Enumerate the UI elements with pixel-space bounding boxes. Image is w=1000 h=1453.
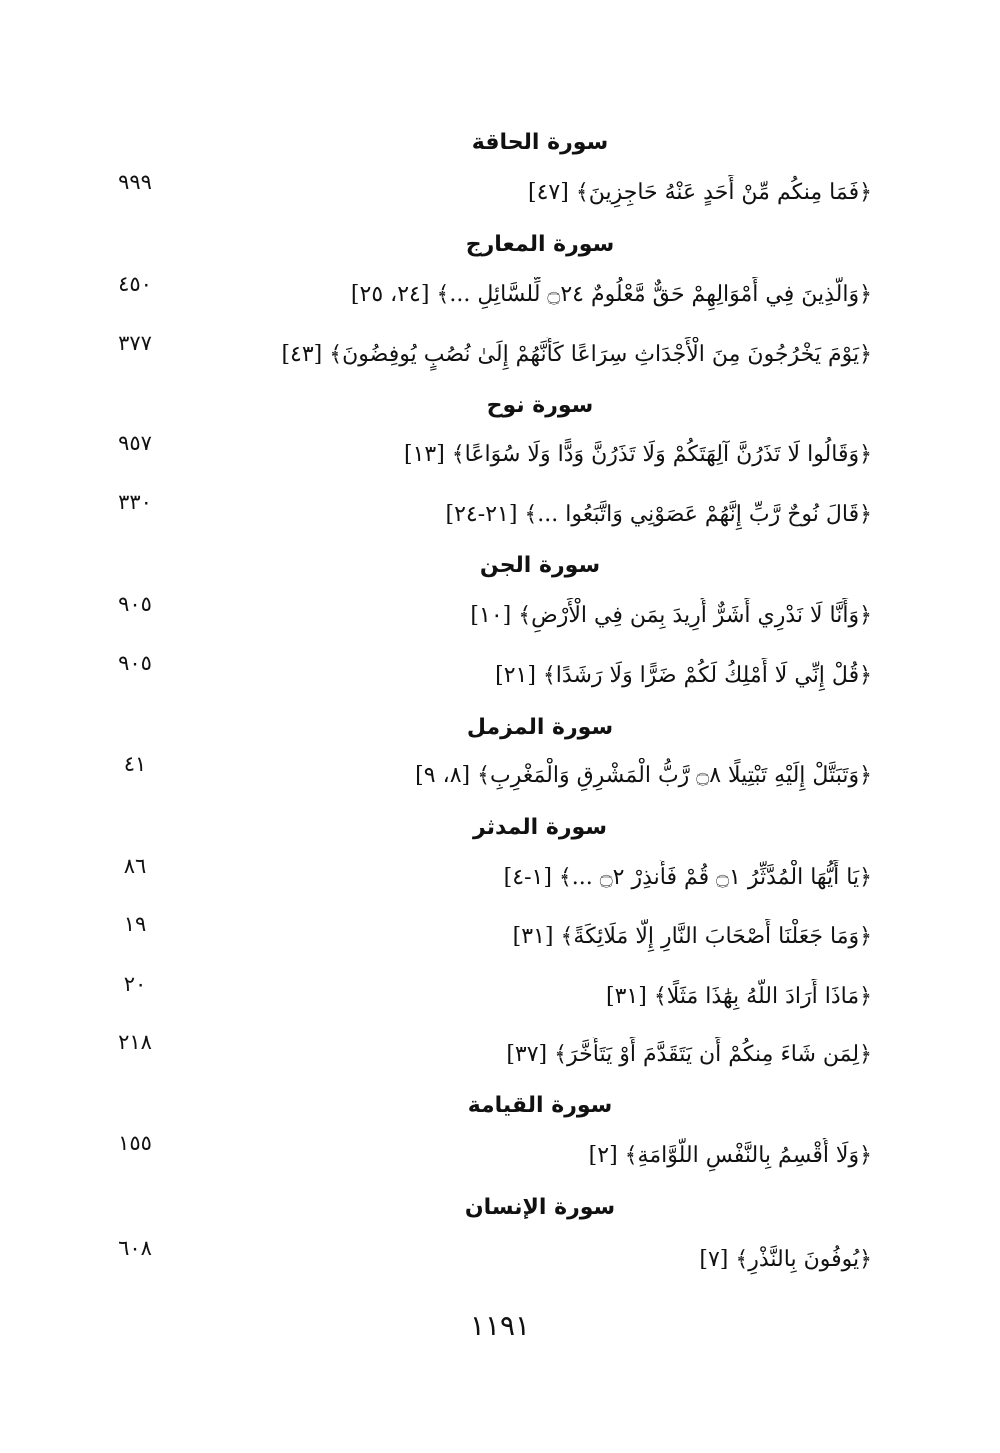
page-reference: ٣٧٧ [118, 331, 152, 355]
verse-entry: ﴿وَلَا أُقْسِمُ بِالنَّفْسِ اللَّوَّامَةِ﴾ [٢] [588, 1143, 872, 1168]
surah-heading-al-haqqah: سورة الحاقة [471, 130, 609, 155]
page-reference: ٢١٨ [118, 1030, 152, 1054]
page-reference: ٩٥٧ [118, 431, 152, 455]
verse-entry: ﴿وَمَا جَعَلْنَا أَصْحَابَ النَّارِ إِلَّا مَلَائِكَةً﴾ [٣١] [512, 924, 872, 949]
verse-entry: ﴿يَوْمَ يَخْرُجُونَ مِنَ الْأَجْدَاثِ سِرَاعًا كَأَنَّهُمْ إِلَىٰ نُصُبٍ يُوفِضُونَ﴾ [٤٣] [281, 342, 872, 367]
surah-heading-nuh: سورة نوح [486, 393, 594, 418]
surah-heading-al-muddaththir: سورة المدثر [473, 815, 607, 840]
page-reference: ١٥٥ [118, 1131, 152, 1155]
page-reference: ٩٠٥ [118, 651, 152, 675]
page-reference: ٩٩٩ [118, 170, 152, 194]
page-reference: ١٩ [123, 912, 147, 936]
surah-heading-al-qiyamah: سورة القيامة [467, 1093, 613, 1118]
page-reference: ٨٦ [123, 854, 147, 878]
surah-heading-al-jinn: سورة الجن [479, 553, 601, 578]
page-reference: ٢٠ [123, 972, 147, 996]
surah-heading-al-insan: سورة الإنسان [464, 1195, 616, 1220]
verse-entry: ﴿وَالَّذِينَ فِي أَمْوَالِهِمْ حَقٌّ مَّعْلُومٌ ۝٢٤ لِّلسَّائِلِ ...﴾ [٢٤، ٢٥] [350, 282, 872, 307]
page-reference: ٤١ [123, 752, 147, 776]
verse-entry: ﴿مَاذَا أَرَادَ اللَّهُ بِهَٰذَا مَثَلًا﴾ [٣١] [606, 984, 872, 1009]
page-number: ١١٩١ [469, 1309, 531, 1342]
surah-heading-al-muzzammil: سورة المزمل [466, 715, 614, 740]
verse-entry: ﴿قَالَ نُوحٌ رَّبِّ إِنَّهُمْ عَصَوْنِي وَاتَّبَعُوا ...﴾ [٢١-٢٤] [445, 502, 872, 527]
verse-entry: ﴿يَا أَيُّهَا الْمُدَّثِّرُ ۝١ قُمْ فَأَنذِرْ ۝٢ ...﴾ [١-٤] [503, 865, 872, 890]
page-reference: ٤٥٠ [118, 272, 152, 296]
verse-entry: ﴿وَأَنَّا لَا نَدْرِي أَشَرٌّ أُرِيدَ بِمَن فِي الْأَرْضِ﴾ [١٠] [470, 603, 872, 628]
verse-entry: ﴿وَتَبَتَّلْ إِلَيْهِ تَبْتِيلًا ۝٨ رَّبُّ الْمَشْرِقِ وَالْمَغْرِبِ﴾ [٨، ٩] [415, 763, 872, 788]
verse-entry: ﴿قُلْ إِنِّي لَا أَمْلِكُ لَكُمْ ضَرًّا وَلَا رَشَدًا﴾ [٢١] [495, 663, 872, 688]
page-reference: ٣٣٠ [118, 490, 152, 514]
page-reference: ٩٠٥ [118, 592, 152, 616]
page-reference: ٦٠٨ [118, 1236, 152, 1260]
verse-entry: ﴿يُوفُونَ بِالنَّذْرِ﴾ [٧] [699, 1247, 872, 1272]
verse-entry: ﴿فَمَا مِنكُم مِّنْ أَحَدٍ عَنْهُ حَاجِزِينَ﴾ [٤٧] [528, 180, 872, 205]
surah-heading-al-maarij: سورة المعارج [465, 232, 615, 257]
verse-entry: ﴿وَقَالُوا لَا تَذَرُنَّ آلِهَتَكُمْ وَلَا تَذَرُنَّ وَدًّا وَلَا سُوَاعًا﴾ [١٣] [403, 442, 872, 467]
verse-entry: ﴿لِمَن شَاءَ مِنكُمْ أَن يَتَقَدَّمَ أَوْ يَتَأَخَّرَ﴾ [٣٧] [506, 1042, 872, 1067]
